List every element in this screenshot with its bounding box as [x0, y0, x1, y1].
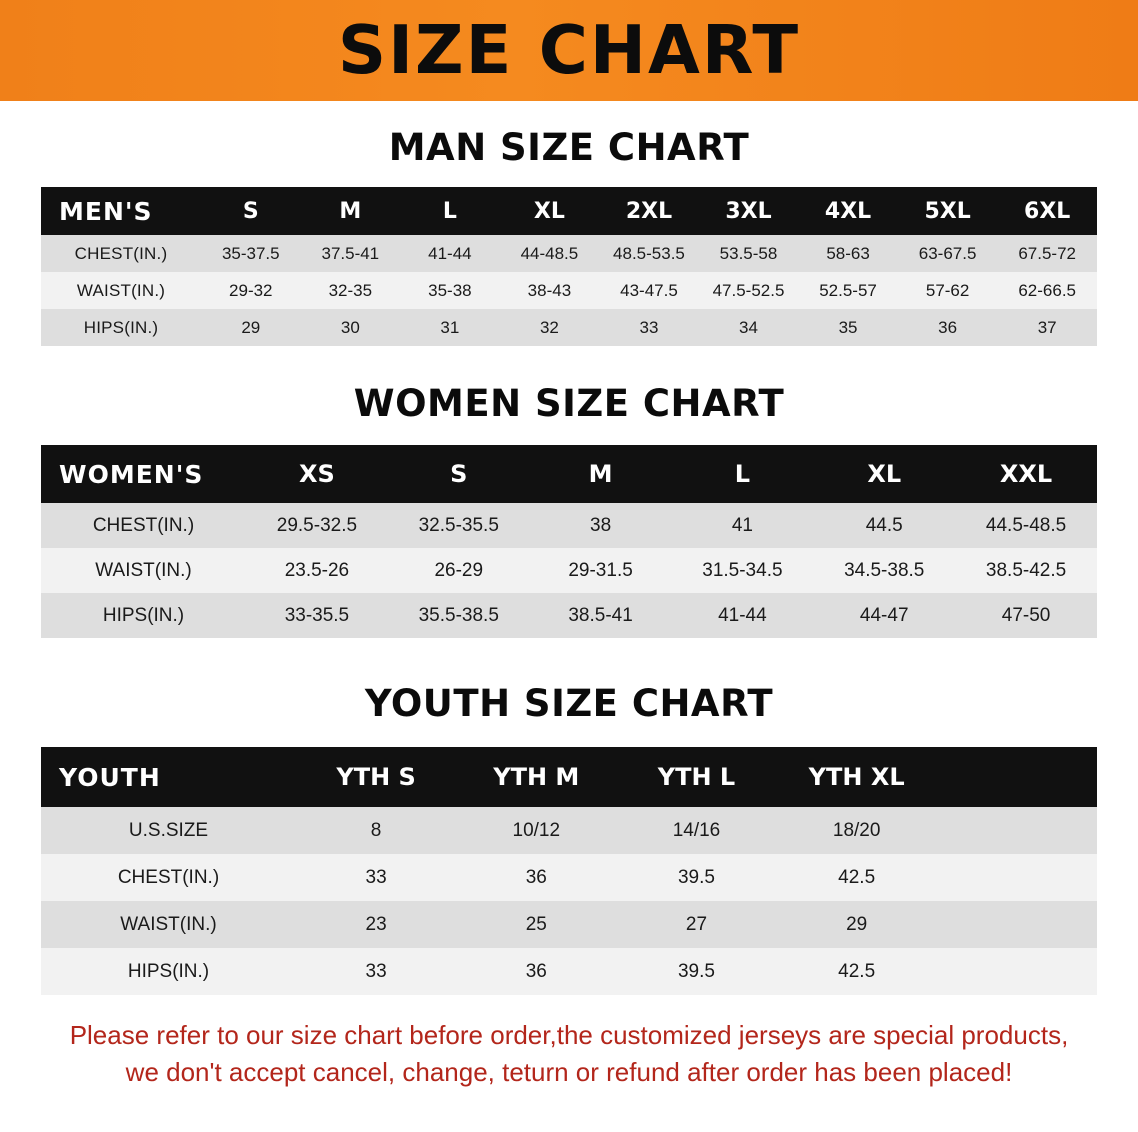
table-cell: 47.5-52.5	[699, 272, 799, 309]
man-size-col-7: 5XL	[898, 187, 998, 235]
table-cell: 29-31.5	[530, 548, 672, 593]
man-table-body	[41, 235, 1097, 346]
youth-row-label-us-size: U.S.SIZE	[41, 807, 296, 854]
man-size-col-3: XL	[500, 187, 600, 235]
table-cell: 53.5-58	[699, 235, 799, 272]
women-size-col-1: S	[388, 445, 530, 503]
table-cell: 34.5-38.5	[813, 548, 955, 593]
women-header-label: WOMEN'S	[41, 445, 246, 503]
table-cell: 10/12	[456, 807, 616, 854]
table-cell: 35-37.5	[201, 235, 301, 272]
table-cell: 29	[777, 901, 937, 948]
table-cell: 38-43	[500, 272, 600, 309]
table-cell: 44.5-48.5	[955, 503, 1097, 548]
man-size-table	[41, 187, 1097, 346]
table-cell: 18/20	[777, 807, 937, 854]
table-cell: 25	[456, 901, 616, 948]
women-table-header	[41, 445, 1097, 503]
table-cell: 35	[798, 309, 898, 346]
man-row-label-chest: CHEST(IN.)	[41, 235, 201, 272]
table-cell: 36	[456, 854, 616, 901]
table-row	[41, 235, 1097, 272]
table-cell: 44.5	[813, 503, 955, 548]
women-section-title: WOMEN SIZE CHART	[353, 382, 785, 425]
table-row	[41, 272, 1097, 309]
policy-note-line-1: Please refer to our size chart before order,the customized jerseys are special products,	[69, 1020, 1069, 1050]
table-cell: 33	[296, 948, 456, 995]
table-cell: 38	[530, 503, 672, 548]
youth-size-col-1: YTH M	[456, 747, 616, 807]
table-cell: 23.5-26	[246, 548, 388, 593]
table-cell: 26-29	[388, 548, 530, 593]
man-size-col-0: S	[201, 187, 301, 235]
table-header-row	[41, 747, 1097, 807]
table-cell: 35.5-38.5	[388, 593, 530, 638]
table-cell: 67.5-72	[997, 235, 1097, 272]
table-cell: 36	[898, 309, 998, 346]
women-size-table-wrap	[41, 445, 1097, 638]
table-cell: 34	[699, 309, 799, 346]
table-cell-spacer	[937, 807, 1097, 854]
table-cell: 42.5	[777, 948, 937, 995]
man-size-col-2: L	[400, 187, 500, 235]
table-cell-spacer	[937, 948, 1097, 995]
youth-size-table	[41, 747, 1097, 995]
table-cell: 31	[400, 309, 500, 346]
women-size-col-0: XS	[246, 445, 388, 503]
women-row-label-hips: HIPS(IN.)	[41, 593, 246, 638]
table-cell: 31.5-34.5	[671, 548, 813, 593]
women-row-label-chest: CHEST(IN.)	[41, 503, 246, 548]
man-row-label-hips: HIPS(IN.)	[41, 309, 201, 346]
youth-size-col-spacer	[937, 747, 1097, 807]
youth-section-title: YOUTH SIZE CHART	[364, 682, 774, 725]
man-size-col-4: 2XL	[599, 187, 699, 235]
table-cell: 33	[296, 854, 456, 901]
table-cell: 41-44	[400, 235, 500, 272]
women-size-col-5: XXL	[955, 445, 1097, 503]
table-cell: 29.5-32.5	[246, 503, 388, 548]
policy-note-line-2: we don't accept cancel, change, teturn or refund after order has been placed!	[125, 1056, 1013, 1087]
women-table-body	[41, 503, 1097, 638]
women-size-col-3: L	[671, 445, 813, 503]
table-cell-spacer	[937, 901, 1097, 948]
youth-row-label-waist: WAIST(IN.)	[41, 901, 296, 948]
table-cell: 14/16	[616, 807, 776, 854]
table-cell: 27	[616, 901, 776, 948]
table-row	[41, 309, 1097, 346]
table-row	[41, 948, 1097, 995]
table-cell: 41	[671, 503, 813, 548]
page-title: SIZE CHART	[337, 11, 801, 89]
youth-size-col-0: YTH S	[296, 747, 456, 807]
table-cell: 48.5-53.5	[599, 235, 699, 272]
table-row	[41, 807, 1097, 854]
man-size-col-8: 6XL	[997, 187, 1097, 235]
table-cell: 44-48.5	[500, 235, 600, 272]
policy-note	[69, 1017, 1069, 1091]
table-row	[41, 854, 1097, 901]
table-cell: 32	[500, 309, 600, 346]
youth-header-label: YOUTH	[41, 747, 296, 807]
table-header-row	[41, 445, 1097, 503]
table-cell: 29-32	[201, 272, 301, 309]
table-cell: 33-35.5	[246, 593, 388, 638]
women-size-col-2: M	[530, 445, 672, 503]
women-row-label-waist: WAIST(IN.)	[41, 548, 246, 593]
table-cell: 32.5-35.5	[388, 503, 530, 548]
women-size-table	[41, 445, 1097, 638]
table-cell: 23	[296, 901, 456, 948]
table-cell: 38.5-41	[530, 593, 672, 638]
table-cell: 42.5	[777, 854, 937, 901]
youth-table-header	[41, 747, 1097, 807]
table-cell: 43-47.5	[599, 272, 699, 309]
man-table-header	[41, 187, 1097, 235]
table-cell: 63-67.5	[898, 235, 998, 272]
table-cell: 35-38	[400, 272, 500, 309]
man-size-col-1: M	[301, 187, 401, 235]
table-row	[41, 503, 1097, 548]
table-cell: 39.5	[616, 948, 776, 995]
youth-size-table-wrap	[41, 747, 1097, 995]
table-cell-spacer	[937, 854, 1097, 901]
table-cell: 38.5-42.5	[955, 548, 1097, 593]
table-cell: 47-50	[955, 593, 1097, 638]
table-cell: 39.5	[616, 854, 776, 901]
table-cell: 36	[456, 948, 616, 995]
youth-row-label-chest: CHEST(IN.)	[41, 854, 296, 901]
table-cell: 29	[201, 309, 301, 346]
man-row-label-waist: WAIST(IN.)	[41, 272, 201, 309]
table-cell: 37	[997, 309, 1097, 346]
table-cell: 52.5-57	[798, 272, 898, 309]
man-size-table-wrap	[41, 187, 1097, 346]
table-header-row	[41, 187, 1097, 235]
table-cell: 32-35	[301, 272, 401, 309]
table-cell: 30	[301, 309, 401, 346]
page-banner	[0, 0, 1138, 101]
table-cell: 8	[296, 807, 456, 854]
man-header-label: MEN'S	[41, 187, 201, 235]
table-cell: 37.5-41	[301, 235, 401, 272]
youth-table-body	[41, 807, 1097, 995]
youth-size-col-3: YTH XL	[777, 747, 937, 807]
women-size-col-4: XL	[813, 445, 955, 503]
table-cell: 58-63	[798, 235, 898, 272]
man-size-col-5: 3XL	[699, 187, 799, 235]
table-cell: 57-62	[898, 272, 998, 309]
table-cell: 44-47	[813, 593, 955, 638]
table-cell: 41-44	[671, 593, 813, 638]
youth-row-label-hips: HIPS(IN.)	[41, 948, 296, 995]
table-row	[41, 901, 1097, 948]
table-row	[41, 548, 1097, 593]
youth-size-col-2: YTH L	[616, 747, 776, 807]
table-row	[41, 593, 1097, 638]
table-cell: 33	[599, 309, 699, 346]
man-size-col-6: 4XL	[798, 187, 898, 235]
table-cell: 62-66.5	[997, 272, 1097, 309]
man-section-title: MAN SIZE CHART	[388, 126, 750, 169]
